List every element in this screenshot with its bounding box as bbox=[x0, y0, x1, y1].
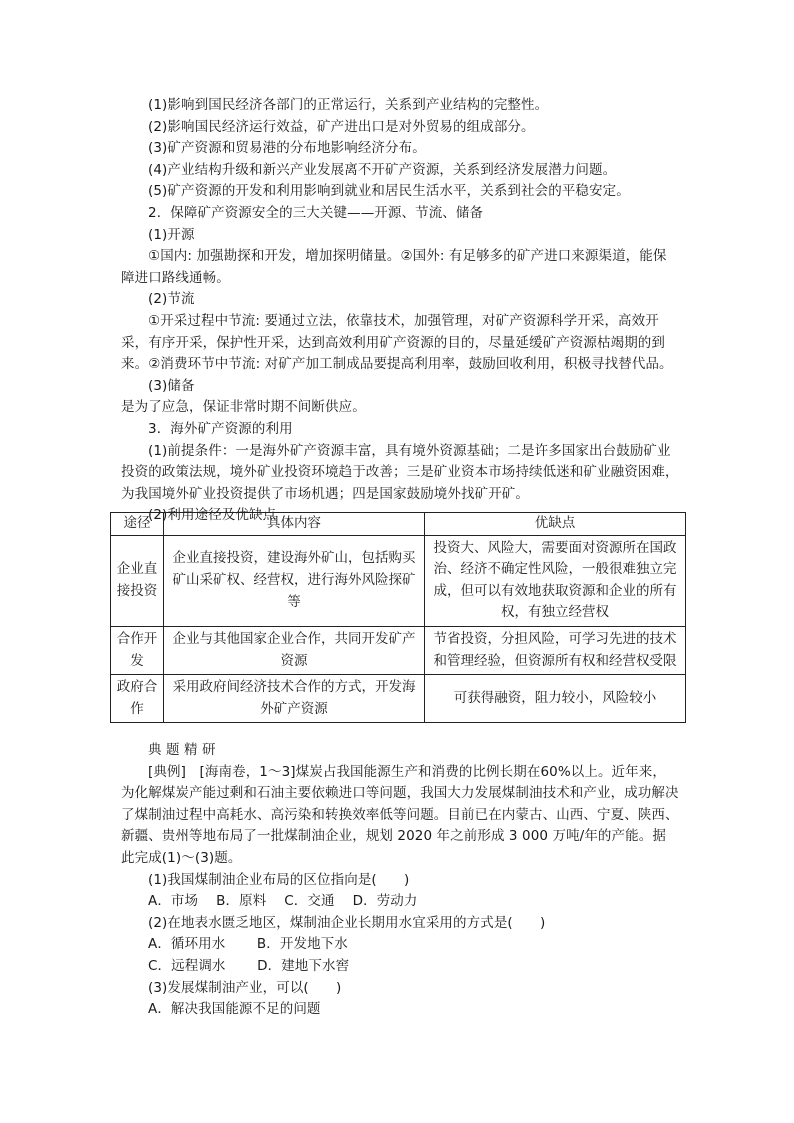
table-row bbox=[111, 535, 686, 626]
impact-line-3: (3)矿产资源和贸易港的分布地影响经济分布。 bbox=[148, 140, 426, 157]
table-row bbox=[111, 626, 686, 674]
question-2-options-cd: C．远程调水 D．建地下水窖 bbox=[148, 957, 350, 974]
impact-line-2: (2)影响国民经济运行效益，矿产进出口是对外贸易的组成部分。 bbox=[148, 118, 535, 135]
example-heading: 典 题 精 研 bbox=[148, 742, 216, 758]
table-row bbox=[111, 675, 686, 723]
table-title: (2)利用途径及优缺点 bbox=[148, 507, 277, 524]
route-cell: 政府合作 bbox=[111, 675, 164, 723]
overseas-utilization-table bbox=[110, 512, 686, 723]
content-cell: 企业直接投资，建设海外矿山，包括购买矿山采矿权、经营权，进行海外风险探矿等 bbox=[164, 535, 425, 626]
pros-cons-cell: 可获得融资，阻力较小，风险较小 bbox=[425, 675, 686, 723]
section-2-heading: 2．保障矿产资源安全的三大关键——开源、节流、储备 bbox=[148, 204, 484, 221]
open-source-text: ①国内: 加强勘探和开发，增加探明储量。②国外: 有足够多的矿产进口来源渠道，能保障进口路线通畅。 bbox=[121, 248, 667, 286]
question-1: (1)我国煤制油企业布局的区位指向是( ) bbox=[148, 871, 410, 888]
route-cell: 企业直接投资 bbox=[111, 535, 164, 626]
header-content: 具体内容 bbox=[164, 513, 425, 536]
content-cell: 企业与其他国家企业合作，共同开发矿产资源 bbox=[164, 626, 425, 674]
pros-cons-cell: 节省投资，分担风险，可学习先进的技术和管理经验，但资源所有权和经营权受限 bbox=[425, 626, 686, 674]
header-route: 途径 bbox=[111, 513, 164, 536]
question-3: (3)发展煤制油产业，可以( ) bbox=[148, 979, 342, 996]
body-text-upper bbox=[121, 95, 679, 527]
header-pros-cons: 优缺点 bbox=[425, 513, 686, 536]
table-header-row bbox=[111, 513, 686, 536]
premise-text: (1)前提条件：一是海外矿产资源丰富，具有境外资源基础；二是许多国家出台鼓励矿业投资的政策法规，境外矿业投资环境趋于改善；三是矿业资本市场持续低迷和矿业融资困难，为我国境外矿业投资提供了市场机遇；四是国家鼓励境外找矿开矿。 bbox=[121, 442, 679, 502]
body-text-lower bbox=[121, 740, 679, 1021]
reserve-title: (3)储备 bbox=[148, 377, 195, 394]
section-3-heading: 3．海外矿产资源的利用 bbox=[148, 420, 293, 437]
impact-line-1: (1)影响到国民经济各部门的正常运行，关系到产业结构的完整性。 bbox=[148, 97, 549, 113]
open-source-title: (1)开源 bbox=[148, 226, 195, 243]
throttle-text: ①开采过程中节流: 要通过立法，依靠技术，加强管理，对矿产资源科学开采，高效开采，有序开采，保护性开采，达到高效利用矿产资源的目的，尽量延缓矿产资源枯竭期的到来。②消费环节中节流: 对矿产加工制成品要提高利用率，鼓励回收利用，积极寻找替代品。 bbox=[121, 312, 673, 373]
question-2-options-ab: A．循环用水 B．开发地下水 bbox=[148, 936, 348, 953]
question-1-options: A．市场 B．原料 C．交通 D．劳动力 bbox=[148, 893, 418, 910]
question-2: (2)在地表水匮乏地区，煤制油企业长期用水宜采用的方式是( ) bbox=[148, 914, 546, 931]
pros-cons-cell: 投资大、风险大，需要面对资源所在国政治、经济不确定性风险，一般很难独立完成，但可以有效地获取资源和企业的所有权，有独立经营权 bbox=[425, 535, 686, 626]
content-cell: 采用政府间经济技术合作的方式，开发海外矿产资源 bbox=[164, 675, 425, 723]
route-cell: 合作开发 bbox=[111, 626, 164, 674]
question-3-option-a: A．解决我国能源不足的问题 bbox=[148, 1001, 321, 1018]
impact-line-5: (5)矿产资源的开发和利用影响到就业和居民生活水平，关系到社会的平稳安定。 bbox=[148, 183, 630, 200]
example-intro: [典例] [海南卷，1～3]煤炭占我国能源生产和消费的比例长期在60%以上。近年来，为化解煤炭产能过剩和石油主要依赖进口等问题，我国大力发展煤制油技术和产业，成功解决了煤制油过程中高耗水、高污染和转换效率低等问题。目前已在内蒙古、山西、宁夏、陕西、新疆、贵州等地布局了一批煤制油企业，规划 2020 年之前形成 3 000 万吨/年的产能。据此完成(1)～(3)题。 bbox=[121, 763, 679, 866]
throttle-title: (2)节流 bbox=[148, 291, 195, 308]
reserve-text: 是为了应急，保证非常时期不间断供应。 bbox=[121, 399, 366, 416]
impact-line-4: (4)产业结构升级和新兴产业发展离不开矿产资源，关系到经济发展潜力问题。 bbox=[148, 161, 617, 178]
